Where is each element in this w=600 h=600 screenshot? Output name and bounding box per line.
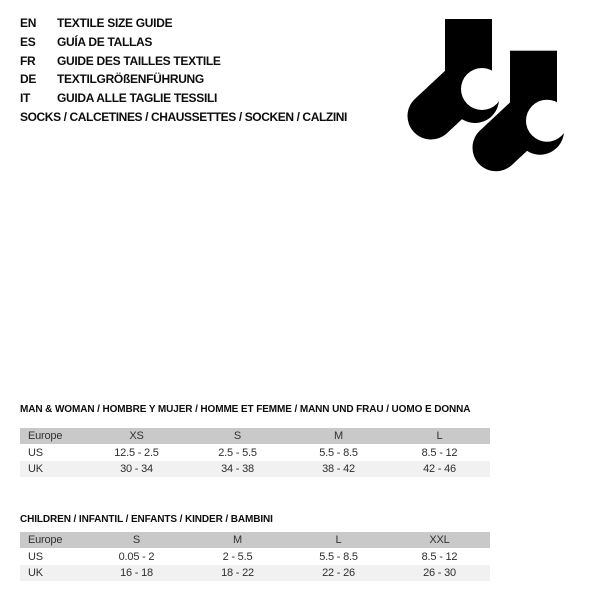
column-header-l: L (436, 430, 443, 442)
table-title-man-woman: MAN & WOMAN / HOMBRE Y MUJER / HOMME ET FEMME / MANN UND FRAU / UOMO E DONNA (20, 404, 471, 415)
guide-title-de: TEXTILGRÖßENFÜHRUNG (57, 72, 204, 87)
column-header-region: Europe (28, 534, 63, 546)
column-header-xxl: XXL (429, 534, 450, 546)
row-label: US (28, 551, 43, 563)
language-row-fr (20, 51, 221, 70)
size-value: 8.5 - 12 (421, 551, 458, 563)
column-header-s: S (132, 534, 141, 546)
category-title: SOCKS / CALCETINES / CHAUSSETTES / SOCKEN / CALZINI (20, 110, 347, 124)
sock-front (496, 51, 568, 155)
sock-back (431, 19, 503, 123)
language-code: ES (20, 35, 36, 50)
language-code: DE (20, 72, 37, 87)
row-label: UK (28, 463, 43, 475)
socks-icon (405, 17, 569, 173)
column-header-s: S (233, 430, 242, 442)
size-value: 18 - 22 (221, 567, 254, 579)
row-label: US (28, 447, 43, 459)
size-value: 42 - 46 (423, 463, 456, 475)
column-header-m: M (233, 534, 242, 546)
size-value: 30 - 34 (120, 463, 153, 475)
size-value: 8.5 - 12 (421, 447, 458, 459)
size-value: 16 - 18 (120, 567, 153, 579)
table-row-uk (20, 461, 490, 477)
language-code: IT (20, 91, 31, 106)
table-header-row (20, 532, 490, 549)
size-value: 5.5 - 8.5 (319, 551, 358, 563)
table-row-us (20, 445, 490, 461)
size-value: 2 - 5.5 (222, 551, 253, 563)
guide-title-it: GUIDA ALLE TAGLIE TESSILI (57, 91, 218, 106)
size-table-children (20, 532, 490, 581)
table-header-row (20, 428, 490, 445)
column-header-l: L (335, 534, 342, 546)
language-row-es (20, 33, 221, 52)
guide-title-en: TEXTILE SIZE GUIDE (57, 16, 173, 31)
language-code: FR (20, 53, 36, 68)
guide-title-es: GUÍA DE TALLAS (57, 35, 153, 50)
size-table-man-woman (20, 428, 490, 477)
language-row-de (20, 70, 221, 89)
size-value: 22 - 26 (322, 567, 355, 579)
size-value: 38 - 42 (322, 463, 355, 475)
table-row-us (20, 549, 490, 565)
guide-title-fr: GUIDE DES TAILLES TEXTILE (57, 53, 221, 68)
column-header-m: M (334, 430, 343, 442)
language-row-en (20, 14, 221, 33)
size-value: 5.5 - 8.5 (319, 447, 358, 459)
size-value: 26 - 30 (423, 567, 456, 579)
column-header-region: Europe (28, 430, 63, 442)
table-title-children: CHILDREN / INFANTIL / ENFANTS / KINDER / BAMBINI (20, 514, 273, 525)
language-row-it (20, 89, 221, 108)
language-code: EN (20, 16, 37, 31)
size-value: 0.05 - 2 (118, 551, 155, 563)
size-value: 34 - 38 (221, 463, 254, 475)
size-value: 12.5 - 2.5 (114, 447, 159, 459)
row-label: UK (28, 567, 43, 579)
size-value: 2.5 - 5.5 (218, 447, 257, 459)
language-list (20, 14, 221, 107)
column-header-xs: XS (129, 430, 144, 442)
table-row-uk (20, 565, 490, 581)
